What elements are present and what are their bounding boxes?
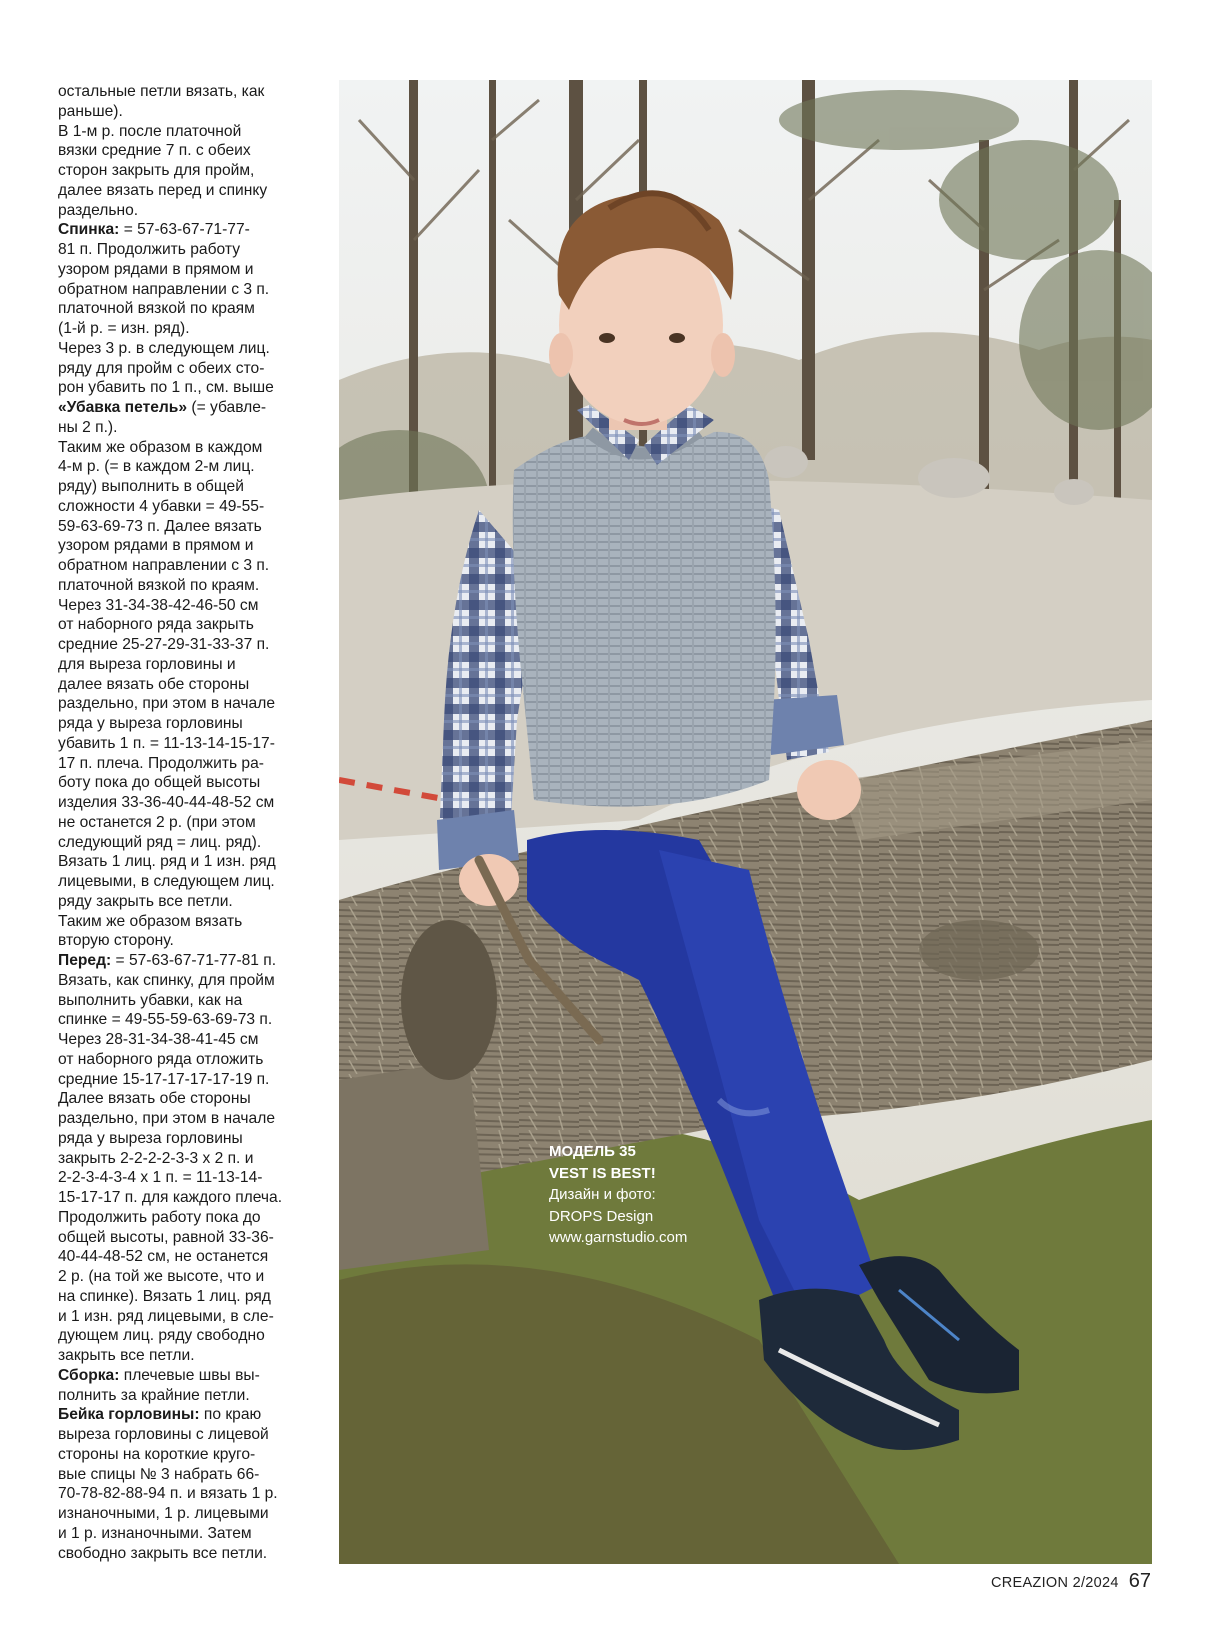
text-content: выполнить убавки, как на <box>58 991 243 1009</box>
photo-caption <box>549 1141 779 1249</box>
text-line <box>58 141 320 161</box>
text-line <box>58 457 320 477</box>
text-content: для выреза горловины и <box>58 655 236 673</box>
text-line <box>58 833 320 853</box>
text-content: раздельно. <box>58 201 139 219</box>
text-content: 59-63-69-73 п. Далее вязать <box>58 517 262 535</box>
text-content: ряду закрыть все петли. <box>58 892 233 910</box>
text-line <box>58 438 320 458</box>
text-line <box>58 497 320 517</box>
text-content: закрыть все петли. <box>58 1347 195 1364</box>
text-content: свободно закрыть все петли. <box>58 1544 268 1562</box>
caption-brand: DROPS Design <box>549 1207 654 1225</box>
text-line <box>58 655 320 675</box>
text-content: Вязать, как спинку, для пройм <box>58 971 275 989</box>
text-line <box>58 181 320 201</box>
caption-credit: Дизайн и фото: <box>549 1186 656 1203</box>
section-heading: Сборка: <box>58 1366 120 1384</box>
text-content: общей высоты, равной 33-36- <box>58 1228 274 1246</box>
text-content: сторон закрыть для пройм, <box>58 162 255 179</box>
text-content: 15-17-17 п. для каждого плеча. <box>58 1189 283 1206</box>
text-content: Через 31-34-38-42-46-50 см <box>58 596 259 614</box>
model-photo <box>339 80 1152 1564</box>
text-content: узором рядами в прямом и <box>58 260 254 278</box>
text-content: ряду) выполнить в общей <box>58 478 244 495</box>
text-content: закрыть 2-2-2-2-3-3 х 2 п. и <box>58 1149 254 1167</box>
text-content: платочной вязкой по краям. <box>58 576 260 594</box>
text-content: = 57-63-67-71-77- <box>119 221 250 239</box>
text-content: изделия 33-36-40-44-48-52 см <box>58 794 275 811</box>
caption-model: МОДЕЛЬ 35 <box>549 1143 636 1160</box>
text-content: остальные петли вязать, как <box>58 83 265 100</box>
text-line <box>58 714 320 734</box>
text-content: изнаночными, 1 р. лицевыми <box>58 1505 269 1522</box>
text-content: Таким же образом вязать <box>58 912 243 930</box>
text-content: узором рядами в прямом и <box>58 537 254 555</box>
text-line <box>58 1050 320 1070</box>
text-content: вязки средние 7 п. с обеих <box>58 142 251 160</box>
text-content: следующий ряд = лиц. ряд). <box>58 833 262 851</box>
text-line <box>58 1149 320 1169</box>
text-line <box>58 240 320 260</box>
text-content: по краю <box>199 1406 262 1424</box>
text-line <box>58 892 320 912</box>
text-content: 70-78-82-88-94 п. и вязать 1 р. <box>58 1485 278 1503</box>
text-line <box>58 1089 320 1109</box>
text-content: 17 п. плеча. Продолжить ра- <box>58 754 264 772</box>
text-line <box>58 201 320 221</box>
text-line <box>58 852 320 872</box>
text-content: В 1-м р. после платочной <box>58 122 242 140</box>
text-line <box>58 813 320 833</box>
text-line <box>58 951 320 971</box>
text-line <box>58 576 320 596</box>
text-line <box>58 1287 320 1307</box>
text-content: раздельно, при этом в начале <box>58 695 275 713</box>
text-line <box>58 280 320 300</box>
text-line <box>58 1267 320 1287</box>
page-footer <box>991 1570 1151 1600</box>
text-line <box>58 1208 320 1228</box>
text-line <box>58 596 320 616</box>
text-line <box>58 1445 320 1465</box>
text-content: и 1 изн. ряд лицевыми, в сле- <box>58 1307 274 1325</box>
text-content: (= убавле- <box>187 399 267 416</box>
text-line <box>58 754 320 774</box>
instructions-column <box>58 82 320 1563</box>
text-content: 2-2-3-4-3-4 х 1 п. = 11-13-14- <box>58 1169 263 1187</box>
text-content: Продолжить работу пока до <box>58 1208 261 1226</box>
text-line <box>58 1366 320 1386</box>
text-line <box>58 1425 320 1445</box>
text-content: далее вязать обе стороны <box>58 675 250 693</box>
text-line <box>58 1129 320 1149</box>
caption-title: VEST IS BEST! <box>549 1164 656 1182</box>
text-line <box>58 991 320 1011</box>
text-content: 2 р. (на той же высоте, что и <box>58 1268 265 1285</box>
text-line <box>58 1228 320 1248</box>
text-content: средние 15-17-17-17-17-19 п. <box>58 1070 270 1088</box>
text-content: рон убавить по 1 п., см. выше <box>58 379 274 397</box>
page-number: 67 <box>1128 1570 1151 1592</box>
text-line <box>58 299 320 319</box>
text-line <box>58 1326 320 1346</box>
text-content: лицевыми, в следующем лиц. <box>58 873 275 890</box>
text-content: и 1 р. изнаночными. Затем <box>58 1524 252 1542</box>
text-content: раздельно, при этом в начале <box>58 1110 275 1127</box>
text-line <box>58 694 320 714</box>
text-line <box>58 220 320 240</box>
text-line <box>58 319 320 339</box>
text-line <box>58 1484 320 1504</box>
text-content: дующем лиц. ряду свободно <box>58 1327 265 1345</box>
text-line <box>58 102 320 122</box>
text-content: ряда у выреза горловины <box>58 1129 243 1147</box>
text-content: плечевые швы вы- <box>119 1366 260 1384</box>
text-line <box>58 1405 320 1425</box>
text-line <box>58 82 320 102</box>
text-content: Таким же образом в каждом <box>58 438 263 456</box>
text-line <box>58 675 320 695</box>
text-line <box>58 418 320 438</box>
text-line <box>58 1109 320 1129</box>
text-line <box>58 556 320 576</box>
text-line <box>58 359 320 379</box>
text-content: ны 2 п.). <box>58 418 118 436</box>
text-content: ряду для пройм с обеих сто- <box>58 359 265 377</box>
text-content: вторую сторону. <box>58 932 174 950</box>
section-heading: Бейка горловины: <box>58 1406 200 1424</box>
text-line <box>58 1386 320 1406</box>
text-line <box>58 872 320 892</box>
text-line <box>58 1188 320 1208</box>
text-line <box>58 773 320 793</box>
text-line <box>58 536 320 556</box>
text-content: Через 28-31-34-38-41-45 см <box>58 1031 259 1048</box>
text-content: 4-м р. (= в каждом 2-м лиц. <box>58 458 255 476</box>
text-content: (1-й р. = изн. ряд). <box>58 320 190 337</box>
text-line <box>58 378 320 398</box>
text-content: ряда у выреза горловины <box>58 715 243 732</box>
text-line <box>58 517 320 537</box>
text-content: полнить за крайние петли. <box>58 1386 250 1404</box>
text-content: вые спицы № 3 набрать 66- <box>58 1465 260 1483</box>
text-content: от наборного ряда закрыть <box>58 616 254 634</box>
text-line <box>58 912 320 932</box>
text-line <box>58 1504 320 1524</box>
text-content: не останется 2 р. (при этом <box>58 813 256 831</box>
text-line <box>58 971 320 991</box>
text-content: обратном направлении с 3 п. <box>58 557 270 574</box>
text-content: сложности 4 убавки = 49-55- <box>58 497 265 515</box>
text-line <box>58 734 320 754</box>
text-content: платочной вязкой по краям <box>58 300 255 318</box>
section-heading: Спинка: <box>58 221 120 239</box>
text-content: выреза горловины с лицевой <box>58 1426 269 1443</box>
text-line <box>58 339 320 359</box>
text-line <box>58 477 320 497</box>
text-line <box>58 1030 320 1050</box>
text-content: убавить 1 п. = 11-13-14-15-17- <box>58 734 275 752</box>
text-line <box>58 1346 320 1366</box>
text-line <box>58 1168 320 1188</box>
text-line <box>58 1307 320 1327</box>
text-line <box>58 260 320 280</box>
text-content: обратном направлении с 3 п. <box>58 280 270 298</box>
text-content: от наборного ряда отложить <box>58 1050 264 1068</box>
text-line <box>58 635 320 655</box>
text-content: Через 3 р. в следующем лиц. <box>58 339 270 357</box>
text-content: спинке = 49-55-59-63-69-73 п. <box>58 1011 273 1029</box>
text-line <box>58 1524 320 1544</box>
text-line <box>58 793 320 813</box>
text-line <box>58 1544 320 1564</box>
text-content: Вязать 1 лиц. ряд и 1 изн. ряд <box>58 853 276 871</box>
text-content: средние 25-27-29-31-33-37 п. <box>58 636 270 653</box>
text-line <box>58 615 320 635</box>
text-content: Далее вязать обе стороны <box>58 1090 251 1108</box>
text-line <box>58 1247 320 1267</box>
text-content: 40-44-48-52 см, не останется <box>58 1248 269 1266</box>
text-line <box>58 161 320 181</box>
text-line <box>58 931 320 951</box>
magazine-issue: CREAZION 2/2024 <box>990 1575 1119 1591</box>
section-heading: «Убавка петель» <box>58 399 188 416</box>
caption-site: www.garnstudio.com <box>549 1229 688 1246</box>
text-line <box>58 398 320 418</box>
text-line <box>58 1010 320 1030</box>
text-line <box>58 122 320 142</box>
text-content: стороны на короткие круго- <box>58 1445 256 1463</box>
section-heading: Перед: <box>58 952 112 969</box>
text-content: боту пока до общей высоты <box>58 774 261 792</box>
text-content: = 57-63-67-71-77-81 п. <box>111 952 277 969</box>
text-line <box>58 1465 320 1485</box>
text-line <box>58 1070 320 1090</box>
text-content: далее вязать перед и спинку <box>58 181 268 199</box>
text-content: раньше). <box>58 102 123 120</box>
text-content: 81 п. Продолжить работу <box>58 241 240 258</box>
text-content: на спинке). Вязать 1 лиц. ряд <box>58 1287 271 1305</box>
